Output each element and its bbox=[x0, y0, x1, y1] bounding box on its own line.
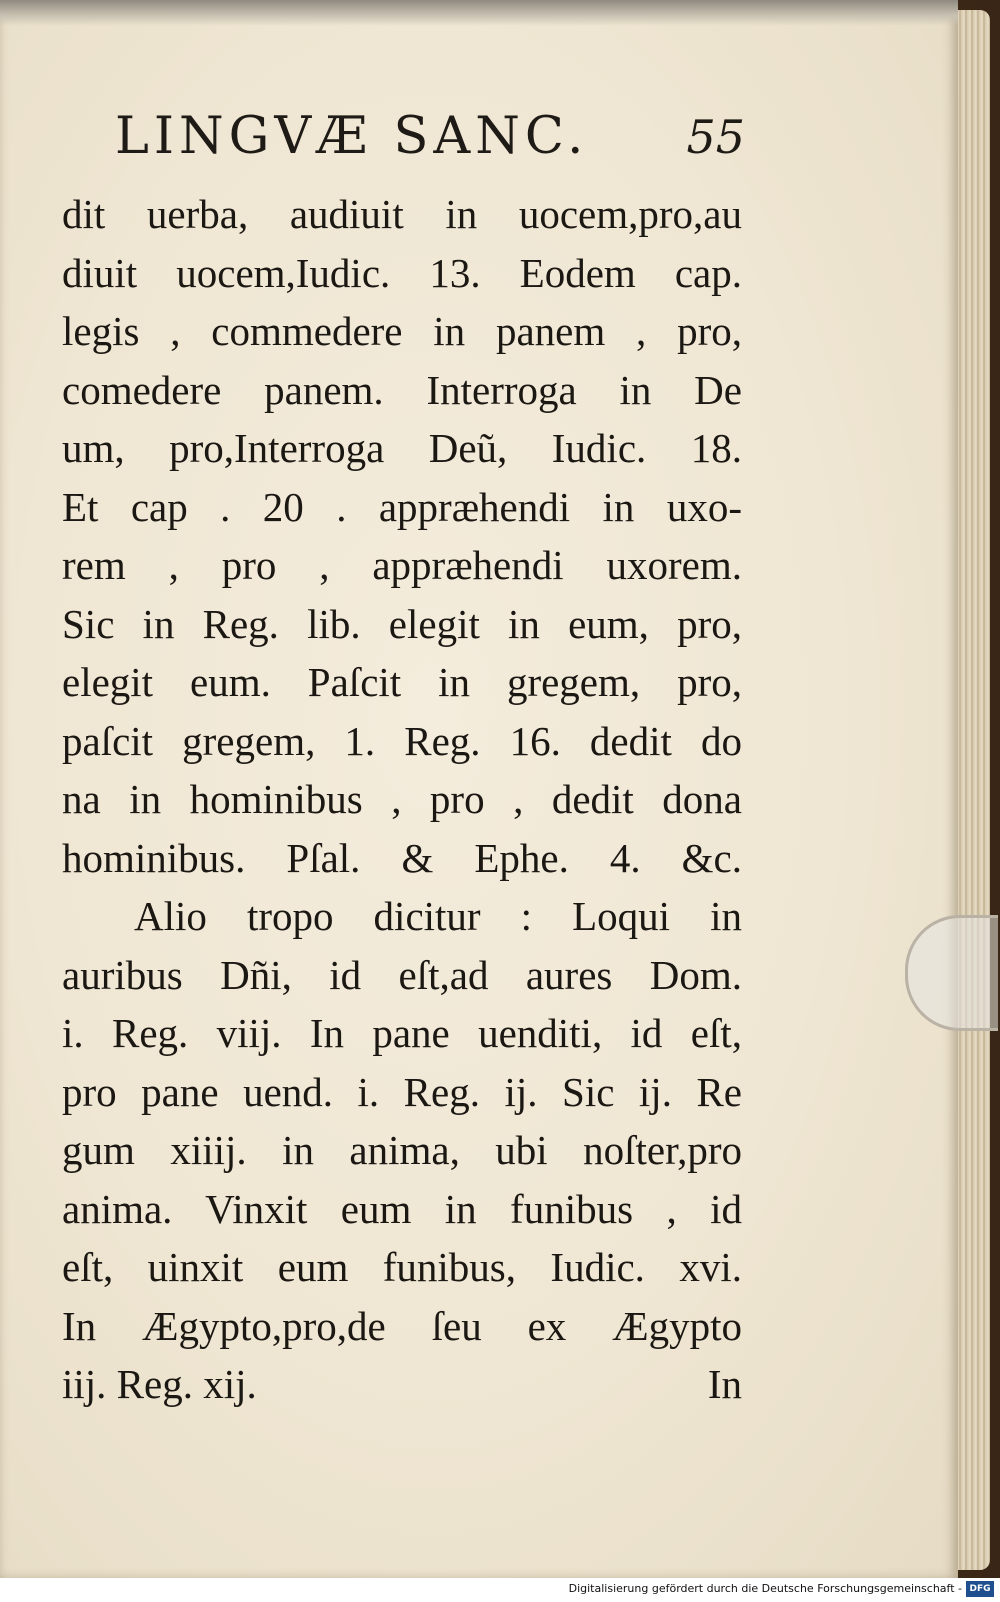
text-line: diuit uocem,Iudic. 13. Eodem cap. bbox=[62, 249, 742, 296]
text-line: pro pane uend. i. Reg. ij. Sic ij. Re bbox=[62, 1068, 742, 1115]
text-line: na in hominibus , pro , dedit dona bbox=[62, 776, 742, 822]
dfg-logo: DFG bbox=[966, 1581, 994, 1597]
running-head: LINGVÆ SANC. bbox=[115, 107, 589, 166]
text-line: dit uerba, audiuit in uocem,pro,au bbox=[62, 191, 742, 237]
text-line: Et cap . 20 . appræhendi in uxo- bbox=[62, 483, 742, 530]
text-line: Alio tropo dicitur : Loqui in bbox=[134, 893, 742, 939]
body-text bbox=[62, 185, 742, 1414]
text-line: anima. Vinxit eum in funibus , id bbox=[62, 1185, 742, 1232]
text-line: auribus Dñi, id eſt,ad aures Dom. bbox=[62, 951, 742, 998]
text-line: rem , pro , appræhendi uxorem. bbox=[62, 542, 742, 588]
digitization-credit: Digitalisierung gefördert durch die Deutsche Forschungsgemeinschaft - bbox=[568, 1582, 962, 1595]
text-line: comedere panem. Interroga in De bbox=[62, 366, 742, 413]
text-line: iij. Reg. xij. bbox=[62, 1361, 257, 1407]
page-clip bbox=[905, 915, 998, 1031]
page-header bbox=[115, 102, 745, 172]
footer-bar bbox=[0, 1578, 1000, 1602]
text-line: um, pro,Interroga Deũ, Iudic. 18. bbox=[62, 425, 742, 471]
text-line: gum xiiij. in anima, ubi noſter,pro bbox=[62, 1127, 742, 1173]
text-line: elegit eum. Paſcit in gregem, pro, bbox=[62, 659, 742, 705]
page-number: 55 bbox=[686, 110, 745, 164]
text-line: i. Reg. viij. In pane uenditi, id eſt, bbox=[62, 1010, 742, 1056]
text-line: In Ægypto,pro,de ſeu ex Ægypto bbox=[62, 1302, 742, 1349]
page-top-edge bbox=[0, 0, 958, 26]
text-line: hominibus. Pſal. & Ephe. 4. &c. bbox=[62, 834, 742, 881]
text-line: Sic in Reg. lib. elegit in eum, pro, bbox=[62, 600, 742, 647]
catchword: In bbox=[707, 1361, 742, 1407]
text-line: eſt, uinxit eum funibus, Iudic. xvi. bbox=[62, 1244, 742, 1290]
text-line: legis , commedere in panem , pro, bbox=[62, 308, 742, 354]
text-line: paſcit gregem, 1. Reg. 16. dedit do bbox=[62, 717, 742, 764]
last-text-line bbox=[62, 1355, 742, 1414]
